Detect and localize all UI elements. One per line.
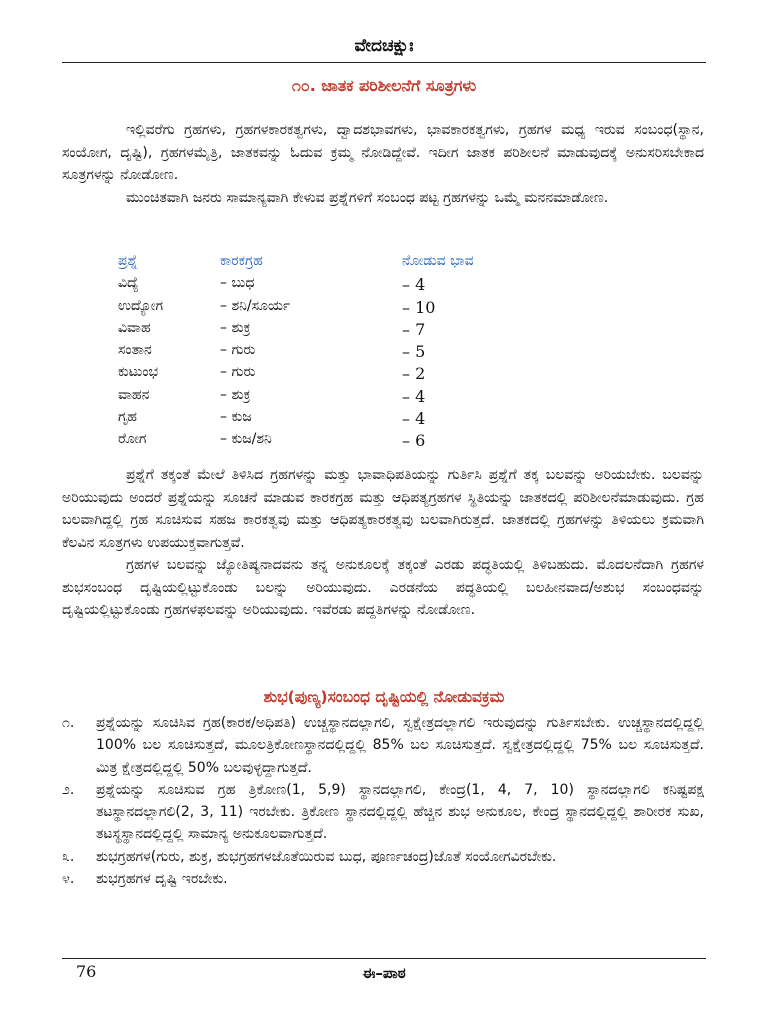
table-cell: – ಕುಜ/ಶನಿ — [220, 431, 272, 448]
table-cell: – ಶನಿ/ಸೂರ್ಯ — [220, 297, 291, 314]
table-cell: – ಗುರು — [220, 342, 256, 359]
table-cell: – 4 — [402, 386, 426, 406]
table-cell: – 7 — [402, 319, 426, 339]
table-cell: ಕುಟುಂಭ — [118, 364, 159, 381]
table-cell: – ಶುಕ್ರ — [220, 386, 251, 403]
table-cell: – 4 — [402, 409, 426, 429]
list-item — [62, 868, 704, 890]
footer-rule — [62, 958, 706, 959]
intro-paragraph-2: ಮುಂಚಿತವಾಗಿ ಜನರು ಸಾಮಾನ್ಯವಾಗಿ ಕೇಳುವ ಪ್ರಶ್ನೆಗಳಿಗೆ ಸಂಬಂಧ ಪಟ್ಟ ಗ್ರಹಗಳನ್ನು ಒಮ್ಮೆ ಮನನಮಾಡೋಣ. — [126, 189, 609, 206]
list-item-text: ಶುಭಗ್ರಹಗಳ ದೃಷ್ಟಿ ಇರಬೇಕು. — [96, 871, 228, 888]
page-number: 76 — [76, 962, 97, 981]
chapter-title: ೧೦. ಜಾತಕ ಪರಿಶೀಲನೆಗೆ ಸೂತ್ರಗಳು — [291, 76, 477, 95]
table-cell: ಗೃಹ — [118, 409, 137, 426]
table-cell: ಉದ್ಯೋಗ — [118, 297, 164, 314]
table-cell: – ಕುಜ — [220, 409, 252, 426]
table-cell: ವಿವಾಹ — [118, 319, 151, 336]
footer — [62, 962, 706, 988]
table-cell: – 6 — [402, 431, 426, 451]
table-header-question: ಪ್ರಶ್ನೆ — [118, 253, 138, 269]
table-header-bhava: ನೋಡುವ ಭಾವ — [402, 253, 474, 269]
intro-text — [62, 119, 704, 209]
table-header-karaka: ಕಾರಕಗ್ರಹ — [220, 253, 263, 269]
section-title: ಶುಭ(ಪುಣ್ಯ)ಸಂಬಂಧ ದೃಷ್ಟಿಯಲ್ಲಿ ನೋಡುವಕ್ರಮ — [263, 688, 505, 706]
table-cell: – ಶುಕ್ರ — [220, 319, 251, 336]
list-item — [62, 712, 704, 779]
table-cell: – ಗುರು — [220, 364, 256, 381]
table-cell: ವಿದ್ಯೆ — [118, 275, 139, 292]
table-cell: – ಬುಧ — [220, 275, 255, 292]
header-rule — [62, 62, 706, 63]
list-marker: ೩. — [62, 848, 75, 865]
table-cell: ರೋಗ — [118, 431, 147, 448]
table-cell: – 10 — [402, 297, 436, 317]
intro-paragraph-1: ಇಲ್ಲಿವರೆಗು ಗ್ರಹಗಳು, ಗ್ರಹಗಳಕಾರಕತ್ವಗಳು, ದ್ವಾದಶಭಾವಗಳು, ಭಾವಕಾರಕತ್ವಗಳು, ಗ್ರಹಗಳ ಮಧ್ಯ ಇರುವ ಸಂಬಂಧ(ಸ್ಥಾನ, ಸಂಯೋಗ, ದೃಷ್ಟಿ), ಗ್ರಹಗಳಮೈತ್ರಿ, ಜಾತಕವನ್ನು ಓದುವ ಕ್ರಮ್ಮ ನೋಡಿದ್ದೇವೆ. ಇದೀಗ ಜಾತಕ ಪರಿಶೀಲನೆ ಮಾಡುವುದಕ್ಕೆ ಅನುಸರಿಸಬೇಕಾದ ಸೂತ್ರಗಳನ್ನು ನೋಡೋಣ. — [62, 122, 704, 183]
list-item-text: ಪ್ರಶ್ನೆಯನ್ನು ಸೂಚಿಸಿವ ಗ್ರಹ(ಕಾರಕ/ಅಧಿಪತಿ) ಉಚ್ಚಸ್ಥಾನದಲ್ಲಾಗಲಿ, ಸ್ವಕ್ಷೇತ್ರದಲ್ಲಾಗಲಿ ಇರುವುದನ್ನು ಗುರ್ತಿಸಬೇಕು. ಉಚ್ಚಸ್ಥಾನದಲ್ಲಿದ್ದಲ್ಲಿ 100% ಬಲ ಸೂಚಿಸುತ್ತದೆ, ಮೂಲತ್ರಿಕೋಣಸ್ಥಾನದಲ್ಲಿದ್ದಲ್ಲಿ 85% ಬಲ ಸೂಚಿಸುತ್ತದೆ. ಸ್ವಕ್ಷೇತ್ರದಲ್ಲಿದ್ದಲ್ಲಿ 75% ಬಲ ಸೂಚಿಸುತ್ತದೆ. ಮಿತ್ರ ಕ್ಷೇತ್ರದಲ್ಲಿದ್ದಲ್ಲಿ 50% ಬಲವುಳ್ಳದ್ದಾಗುತ್ತದೆ. — [96, 715, 704, 776]
list-item-text: ಶುಭಗ್ರಹಗಳ(ಗುರು, ಶುಕ್ರ, ಶುಭಗ್ರಹಗಳಜೊತೆಯಿರುವ ಬುಧ, ಪೂರ್ಣಚಂದ್ರ)ಜೊತೆ ಸಂಯೋಗವಿರಬೇಕು. — [96, 848, 557, 865]
list-marker: ೧. — [62, 715, 75, 731]
list-marker: ೨. — [62, 781, 75, 798]
table-cell: – 5 — [402, 342, 426, 362]
body-paragraph-2: ಗ್ರಹಗಳ ಬಲವನ್ನು ಜ್ಯೋತಿಷ್ಯನಾದವನು ತನ್ನ ಅನುಕೂಲಕ್ಕೆ ತಕ್ಕಂತೆ ಎರಡು ಪದ್ಧತಿಯಲ್ಲಿ ತಿಳಿಬಹುದು. ಮೊದಲನೆದಾಗಿ ಗ್ರಹಗಳ ಶುಭಸಂಬಂಧ ದೃಷ್ಟಿಯಲ್ಲಿಟ್ಟುಕೊಂಡು ಬಲನ್ನು ಅರಿಯುವುದು. ಎರಡನೆಯ ಪದ್ಧತಿಯಲ್ಲಿ ಬಲಹೀನವಾದ/ಅಶುಭ ಸಂಬಂಧವನ್ನು ದೃಷ್ಟಿಯಲ್ಲಿಟ್ಟುಕೊಂಡು ಗ್ರಹಗಳಫಲವನ್ನು ಅರಿಯುವುದು. ಇವೆರಡು ಪದ್ದತಿಗಳನ್ನು ನೋಡೋಣ. — [62, 557, 704, 618]
list-item — [62, 779, 704, 846]
list-marker: ೪. — [62, 871, 75, 888]
table-cell: – 4 — [402, 275, 426, 295]
table-cell: ವಾಹನ — [118, 386, 150, 403]
running-header: ವೇದಚಕ್ಷುಃ — [354, 36, 414, 56]
list-item-text: ಪ್ರಶ್ನೆಯನ್ನು ಸೂಚಿಸುವ ಗ್ರಹ ತ್ರಿಕೋಣ(1, 5,9) ಸ್ಥಾನದಲ್ಲಾಗಲಿ, ಕೇಂದ್ರ(1, 4, 7, 10) ಸ್ಥಾನದಲ್ಲಾಗಲಿ ಕನಿಷ್ಟಪಕ್ಷ ತಟಸ್ಥಾನದಲ್ಲಾಗಲಿ(2, 3, 11) ಇರಬೇಕು. ತ್ರಿಕೋಣ ಸ್ಥಾನದಲ್ಲಿದ್ದಲ್ಲಿ ಹೆಚ್ಚಿನ ಶುಭ ಅನುಕೂಲ, ಕೇಂದ್ರ ಸ್ಥಾನದಲ್ಲಿದ್ದಲ್ಲಿ ಶಾರೀರಕ ಸುಖ, ತಟಸ್ಥಸ್ಥಾನದಲ್ಲಿದ್ದಲ್ಲಿ ಸಾಮಾನ್ಯ ಅನುಕೂಲವಾಗುತ್ತದೆ. — [96, 781, 704, 843]
body-text — [62, 464, 704, 622]
table-cell: ಸಂತಾನ — [118, 342, 152, 359]
body-paragraph-1: ಪ್ರಶ್ನೆಗೆ ತಕ್ಕಂತೆ ಮೇಲೆ ತಿಳಿಸಿದ ಗ್ರಹಗಳನ್ನು ಮತ್ತು ಭಾವಾಧಿಪತಿಯನ್ನು ಗುರ್ತಿಸಿ ಪ್ರಶ್ನೆಗೆ ತಕ್ಕ ಬಲವನ್ನು ಅರಿಯಬೇಕು. ಬಲವನ್ನು ಅರಿಯುವುದು ಅಂದರೆ ಪ್ರಶ್ನೆಯನ್ನು ಸೂಚನೆ ಮಾಡುವ ಕಾರಕಗ್ರಹ ಮತ್ತು ಆಧಿಪತ್ಯಗ್ರಹಗಳ ಸ್ಥಿತಿಯನ್ನು ಜಾತಕದಲ್ಲಿ ಪರಿಶೀಲನೆಮಾಡುವುದು. ಗ್ರಹ ಬಲವಾಗಿದ್ದಲ್ಲಿ ಗ್ರಹ ಸೂಚಿಸುವ ಸಹಜ ಕಾರಕತ್ವವು ಮತ್ತು ಆಧಿಪತ್ಯಕಾರಕತ್ವವು ಬಲವಾಗಿರುತ್ತದೆ. ಜಾತಕದಲ್ಲಿ ಗ್ರಹಗಳನ್ನು ತಿಳಿಯಲು ಕ್ರಮವಾಗಿ ಕೆಲವಿನ ಸೂತ್ರಗಳು ಉಪಯುಕ್ತವಾಗುತ್ತವೆ. — [62, 467, 704, 551]
list-item — [62, 846, 704, 868]
rules-list — [62, 712, 704, 890]
footer-title: ಈ–ಪಾಠ — [362, 964, 406, 982]
table-cell: – 2 — [402, 364, 426, 384]
